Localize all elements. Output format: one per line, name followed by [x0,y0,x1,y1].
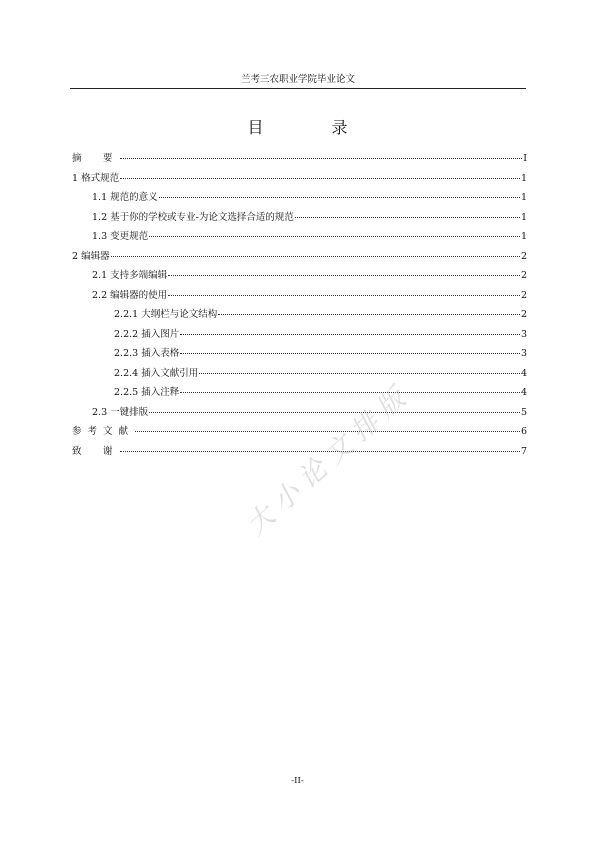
toc-entry-label: 2.3 一键排版 [92,406,149,418]
toc-entry-page: 3 [520,348,527,359]
toc-entry-page: 7 [520,445,527,457]
toc-entry-label: 2.2.1 大纲栏与论文结构 [114,309,218,320]
toc-entry[interactable] [72,384,527,404]
toc-leader-dots [168,275,520,276]
toc-entry[interactable] [72,209,527,229]
toc-entry-label: 1.2 基于你的学校或专业-为论文选择合适的规范 [92,211,294,223]
page-number: -II- [291,776,304,786]
toc-entry-page: 2 [520,270,527,281]
toc-entry-page: 1 [520,192,527,203]
toc-entry[interactable] [72,423,527,443]
toc-entry[interactable] [72,287,527,307]
toc-entry-label: 1 格式规范 [72,172,120,184]
toc-entry[interactable] [72,326,527,346]
toc-entry-label: 参考文献 [72,426,135,437]
toc-entry-page: 2 [520,289,527,301]
toc-entry[interactable] [72,170,527,190]
toc-entry-page: 4 [520,387,527,398]
toc-entry-page: 1 [520,231,527,242]
toc-entry[interactable] [72,365,527,385]
toc-leader-dots [295,217,520,218]
page-header: 兰考三农职业学院毕业论文 [240,74,355,85]
toc-entry-label: 2.2 编辑器的使用 [92,289,168,301]
toc-title: 目 录 [247,118,374,137]
toc-leader-dots [199,373,520,374]
toc-leader-dots [149,412,520,413]
toc-leader-dots [168,295,520,296]
toc-leader-dots [120,158,523,159]
toc-entry-label: 1.3 变更规范 [92,231,149,242]
toc-entry-page: 2 [520,250,527,262]
toc-entry[interactable] [72,189,527,209]
toc-entry-label: 2.2.2 插入图片 [114,328,180,340]
toc-leader-dots [120,178,520,179]
toc-entry[interactable] [72,228,527,248]
toc-leader-dots [180,392,520,393]
toc-entry[interactable] [72,404,527,424]
table-of-contents [72,150,527,462]
toc-entry-label: 2.1 支持多端编辑 [92,270,168,281]
toc-leader-dots [180,353,520,354]
toc-entry[interactable] [72,345,527,365]
toc-entry-label: 摘 要 [72,153,119,164]
toc-entry-page: 4 [520,367,527,379]
toc-leader-dots [149,236,520,237]
toc-entry-page: 5 [520,406,527,418]
toc-entry-label: 2.2.5 插入注释 [114,387,180,398]
toc-leader-dots [159,197,520,198]
toc-entry-page: I [523,153,527,164]
watermark: 大小论文排版 [240,377,418,542]
toc-entry[interactable] [72,150,527,170]
toc-entry[interactable] [72,306,527,326]
toc-entry-page: 3 [520,328,527,340]
header-rule [70,88,526,89]
toc-entry-label: 2 编辑器 [72,250,110,262]
toc-entry-page: 6 [520,426,527,437]
toc-entry-label: 2.2.4 插入文献引用 [114,367,199,379]
toc-entry-label: 致 谢 [72,445,119,457]
toc-leader-dots [180,334,520,335]
toc-leader-dots [218,314,520,315]
toc-entry[interactable] [72,248,527,268]
toc-entry-page: 2 [520,309,527,320]
toc-entry-page: 1 [520,211,527,223]
toc-entry[interactable] [72,267,527,287]
toc-leader-dots [111,256,520,257]
toc-entry-page: 1 [520,172,527,184]
toc-entry-label: 1.1 规范的意义 [92,192,158,203]
toc-entry-label: 2.2.3 插入表格 [114,348,180,359]
